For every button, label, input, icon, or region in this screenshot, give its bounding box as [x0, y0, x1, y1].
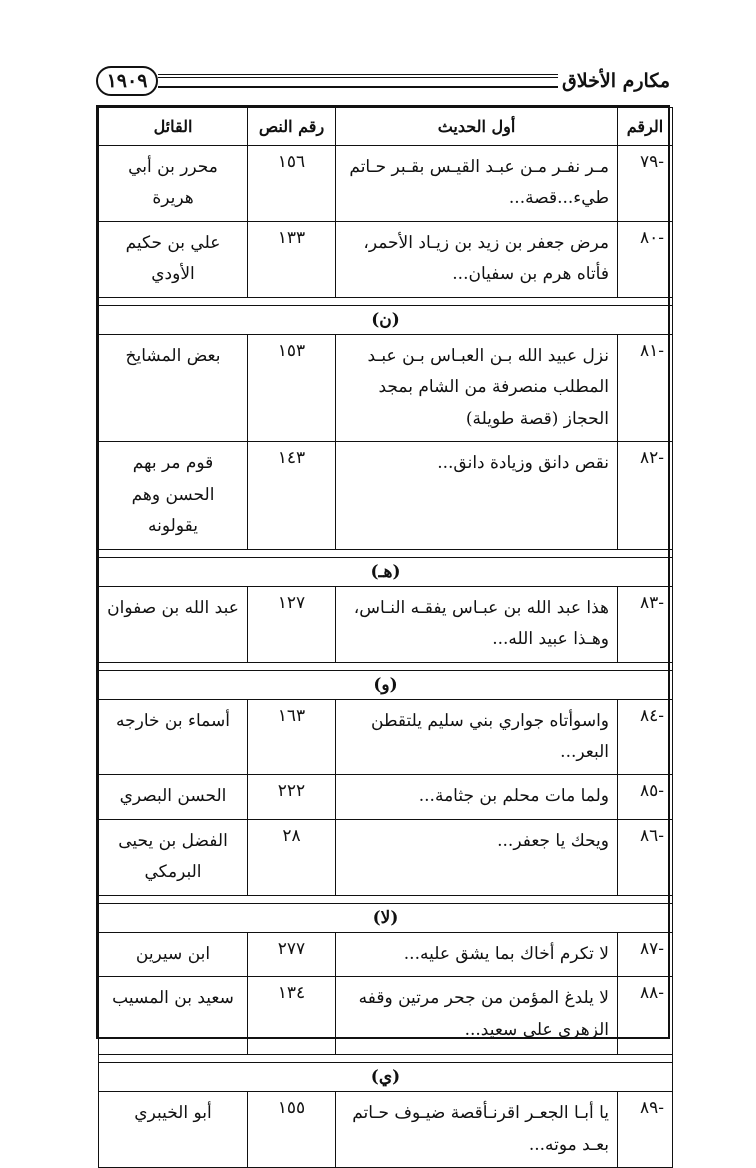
section-letter-row	[99, 903, 673, 932]
speaker: قوم مر بهم الحسن وهم يقولونه	[99, 442, 248, 549]
text-number: ١٤٣	[248, 442, 336, 549]
first-hadith: ويحك يا جعفر...	[336, 819, 618, 895]
table-row	[99, 1092, 673, 1168]
first-hadith: يا أبـا الجعـر اقرنـأقصة ضيـوف حـاتم بعـد موته...	[336, 1092, 618, 1168]
section-letter-row	[99, 670, 673, 699]
row-number: -٨٦	[618, 819, 673, 895]
first-hadith: نزل عبيد الله بـن العبـاس بـن عبـد المطلب منصرفة من الشام بمجد الحجاز (قصة طويلة)	[336, 335, 618, 442]
table-row	[99, 335, 673, 442]
text-number: ١٦٣	[248, 699, 336, 775]
table-row	[99, 146, 673, 222]
section-spacer	[99, 662, 673, 670]
section-letter: (هـ)	[99, 557, 673, 586]
column-header-first-hadith: أول الحديث	[336, 108, 618, 146]
row-number: -٨٩	[618, 1092, 673, 1168]
column-header-speaker: القائل	[99, 108, 248, 146]
section-spacer	[99, 298, 673, 306]
header-rule	[158, 74, 558, 88]
table-row	[99, 222, 673, 298]
text-number: ٢٧٧	[248, 932, 336, 976]
section-letter: (ن)	[99, 306, 673, 335]
speaker: الحسن البصري	[99, 775, 248, 819]
text-number: ١٥٥	[248, 1092, 336, 1168]
section-letter: (و)	[99, 670, 673, 699]
row-number: -٨١	[618, 335, 673, 442]
row-number: -٨٨	[618, 977, 673, 1055]
speaker: أسماء بن خارجه	[99, 699, 248, 775]
first-hadith: ولما مات محلم بن جثامة...	[336, 775, 618, 819]
speaker: علي بن حكيم الأودي	[99, 222, 248, 298]
speaker: الفضل بن يحيى البرمكي	[99, 819, 248, 895]
row-number: -٧٩	[618, 146, 673, 222]
first-hadith: مرض جعفر بن زيد بن زيـاد الأحمر، فأتاه هرم بن سفيان...	[336, 222, 618, 298]
section-letter-row	[99, 306, 673, 335]
speaker: ابن سيرين	[99, 932, 248, 976]
column-header-text-number: رقم النص	[248, 108, 336, 146]
row-number: -٨٢	[618, 442, 673, 549]
table-row	[99, 932, 673, 976]
book-title: مكارم الأخلاق	[562, 70, 670, 92]
row-number: -٨٥	[618, 775, 673, 819]
table-row	[99, 442, 673, 549]
table-row	[99, 977, 673, 1055]
table-header-row	[99, 108, 673, 146]
row-number: -٨٠	[618, 222, 673, 298]
table-row	[99, 819, 673, 895]
table-row	[99, 775, 673, 819]
speaker: بعض المشايخ	[99, 335, 248, 442]
page-header	[96, 66, 670, 102]
table-row	[99, 586, 673, 662]
text-number: ١٣٤	[248, 977, 336, 1055]
speaker: محرر بن أبي هريرة	[99, 146, 248, 222]
row-number: -٨٧	[618, 932, 673, 976]
text-number: ٢٨	[248, 819, 336, 895]
first-hadith: هذا عبد الله بن عبـاس يفقـه النـاس، وهـذا عبيد الله...	[336, 586, 618, 662]
section-letter-row	[99, 557, 673, 586]
hadith-index-table	[96, 105, 670, 1155]
text-number: ١٢٧	[248, 586, 336, 662]
page-number: ١٩٠٩	[96, 66, 158, 96]
column-header-number: الرقم	[618, 108, 673, 146]
first-hadith: لا يلدغ المؤمن من جحر مرتين وقفه الزهري على سعيد...	[336, 977, 618, 1055]
first-hadith: مـر نفـر مـن عبـد القيـس بقـبر حـاتم طيء...قصة...	[336, 146, 618, 222]
first-hadith: واسوأتاه جواري بني سليم يلتقطن البعر...	[336, 699, 618, 775]
section-spacer	[99, 895, 673, 903]
text-number: ٢٢٢	[248, 775, 336, 819]
speaker: سعيد بن المسيب	[99, 977, 248, 1055]
text-number: ١٥٦	[248, 146, 336, 222]
first-hadith: نقص دانق وزيادة دانق...	[336, 442, 618, 549]
section-letter: (ي)	[99, 1063, 673, 1092]
text-number: ١٥٣	[248, 335, 336, 442]
row-number: -٨٤	[618, 699, 673, 775]
row-number: -٨٣	[618, 586, 673, 662]
first-hadith: لا تكرم أخاك بما يشق عليه...	[336, 932, 618, 976]
section-spacer	[99, 1055, 673, 1063]
table-row	[99, 699, 673, 775]
section-letter-row	[99, 1063, 673, 1092]
text-number: ١٣٣	[248, 222, 336, 298]
section-spacer	[99, 549, 673, 557]
speaker: عبد الله بن صفوان	[99, 586, 248, 662]
speaker: أبو الخيبري	[99, 1092, 248, 1168]
section-letter: (لا)	[99, 903, 673, 932]
